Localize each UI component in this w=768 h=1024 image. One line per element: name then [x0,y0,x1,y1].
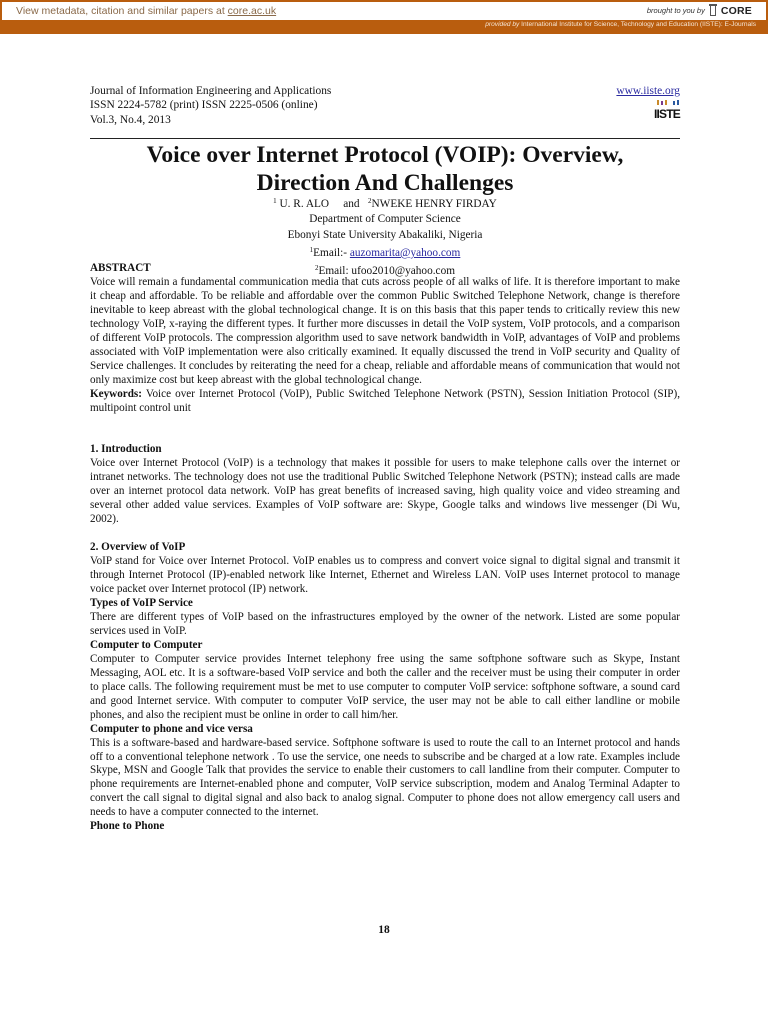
author-and: and [343,198,360,210]
core-banner [0,0,768,34]
paper-title [90,141,680,197]
author-line [90,194,680,212]
core-metadata-notice [16,5,276,17]
subheading-computer-to-phone: Computer to phone and vice versa [90,722,253,735]
section-heading-introduction: 1. Introduction [90,443,162,456]
core-logo-text: CORE [720,4,752,17]
computer-to-phone-text: This is a software-based and hardware-based service. Softphone software is used to route the call to an Internet protocol and hands off to a conventional telephone network . To use the service, one needs to subscribe and be charged at a low rate. Examples include Skype, MSN and Google Talk that provides the service to enable their customers to call landline from their computer. Computer to phone requirements are Internet-enabled phone and computer, VoIP service subscription, modem and Analog Terminal Adapter to convert the call signal to digital signal and also back to analog signal. Computer to phone does not allow emergency call users and needs to have a computer connected to the internet. [90,736,680,819]
keywords-text: Voice over Internet Protocol (VoIP), Public Switched Telephone Network (PSTN), Session Initiation Protocol (SIP), multipoint control unit [90,387,680,414]
keywords-line [90,388,680,416]
core-brought-to-you[interactable] [647,4,752,17]
subheading-types: Types of VoIP Service [90,597,193,610]
core-logo-icon [708,4,718,17]
computer-to-computer-text: Computer to Computer service provides Internet telephony free using the same softphone software such as Skype, Instant Messaging, AOL etc. It is a software-based VoIP service and both the caller and the receiver must be using their computer in order to place calls. The following requirement must be met to use computer to computer VoIP service: softphone software, a sound card and good Internet service. With computer to computer VoIP service, the user may not be able to call either landline or mobile phones, and also the recipient must be online in order to call him/her. [90,652,680,721]
iiste-logo-text: IISTE [653,107,680,122]
department: Department of Computer Science [309,213,461,226]
keywords-label: Keywords: [90,387,142,400]
core-metadata-prefix: View metadata, citation and similar papers at [16,5,228,17]
page-number: 18 [378,924,390,936]
email2-label: Email: [318,265,352,278]
email1-label: Email:- [313,246,350,259]
iiste-logo-bars-icon [657,100,679,105]
abstract-heading: ABSTRACT [90,262,151,274]
journal-name: Journal of Information Engineering and Applications [90,85,332,97]
journal-header [90,84,680,129]
provided-by-prefix: provided by [485,21,520,28]
introduction-text: Voice over Internet Protocol (VoIP) is a technology that makes it possible for users to make telephone calls over the internet or intranet networks. The technology does not use the traditional Public Switched Telephone Network (PSTN); instead calls are made over an internet protocol data network. VoIP has great benefits of increased saving, high quality voice and video streaming and several other added value services. Examples of VoIP software are: Skype, Google talks and windows live messenger (Di Wu, 2002). [90,457,680,526]
author1: U. R. ALO [276,198,330,210]
author2: NWEKE HENRY FIRDAY [371,198,497,210]
university: Ebonyi State University Abakaliki, Nigeria [287,228,483,241]
author2-superscript: 2 [368,197,372,205]
email2-superscript: 2 [314,264,319,273]
header-divider [90,138,680,139]
email1-superscript: 1 [309,245,314,254]
core-link[interactable]: core.ac.uk [227,5,277,17]
overview-text: VoIP stand for Voice over Internet Protocol. VoIP enables us to compress and convert voice signal to digital signal and transmit it through Internet Protocol (IP)-enabled network like Internet, Ethernet and Wireless LAN. VoIP uses Internet protocol to manage voice packet over Internet protocol (IP) network. [90,555,680,596]
journal-volume: Vol.3, No.4, 2013 [90,113,171,126]
email2: ufoo2010@yahoo.com [351,265,456,278]
section-heading-overview: 2. Overview of VoIP [90,541,186,554]
journal-website-link[interactable]: www.iiste.org [616,85,680,97]
email1-link[interactable]: auzomarita@yahoo.com [349,246,461,259]
brought-to-you-label: brought to you by [646,6,705,15]
core-banner-top [2,2,766,20]
subheading-computer-to-computer: Computer to Computer [90,638,203,651]
core-provided-by [485,21,756,28]
abstract-text: Voice will remain a fundamental communication media that cuts across people of all walks of life. It is therefore important to make it cheap and affordable. To be reliable and affordable over the common Public Switched Telephone Network, change is therefore inevitable to keep abreast with the global technological change. It is on this basis that this paper tends to critically review this new technology VoIP, x-raying the different types. It further more discusses in detail the VoIP system, VoIP protocols, and a comparison of different VoIP protocols. The compression algorithm used to save network bandwidth in VoIP, advantages of VoIP and problems associated with VoIP implementation were also critically examined. It equally discussed the trend in VoIP security and Quality of Service challenges. It concludes by reiterating the need for a cheap, reliable and affordable means of communication that would not only maximize cost but keep abreast with the global technological change. [90,275,680,386]
types-text: There are different types of VoIP based on the infrastructures employed by the owner of the network. Listed are some popular services used in VoIP. [90,610,680,637]
provided-by-text: International Institute for Science, Technology and Education (IISTE): E-Journals [519,21,756,28]
paper-title-line1: Voice over Internet Protocol (VOIP): Overview, [146,142,624,168]
paper-title-line2: Direction And Challenges [256,170,514,196]
paper-body [90,262,680,834]
journal-issn: ISSN 2224-5782 (print) ISSN 2225-0506 (online) [90,99,318,112]
iiste-logo [652,100,680,122]
email1-line [90,243,680,261]
author1-superscript: 1 [273,197,277,205]
subheading-phone-to-phone: Phone to Phone [90,820,165,833]
